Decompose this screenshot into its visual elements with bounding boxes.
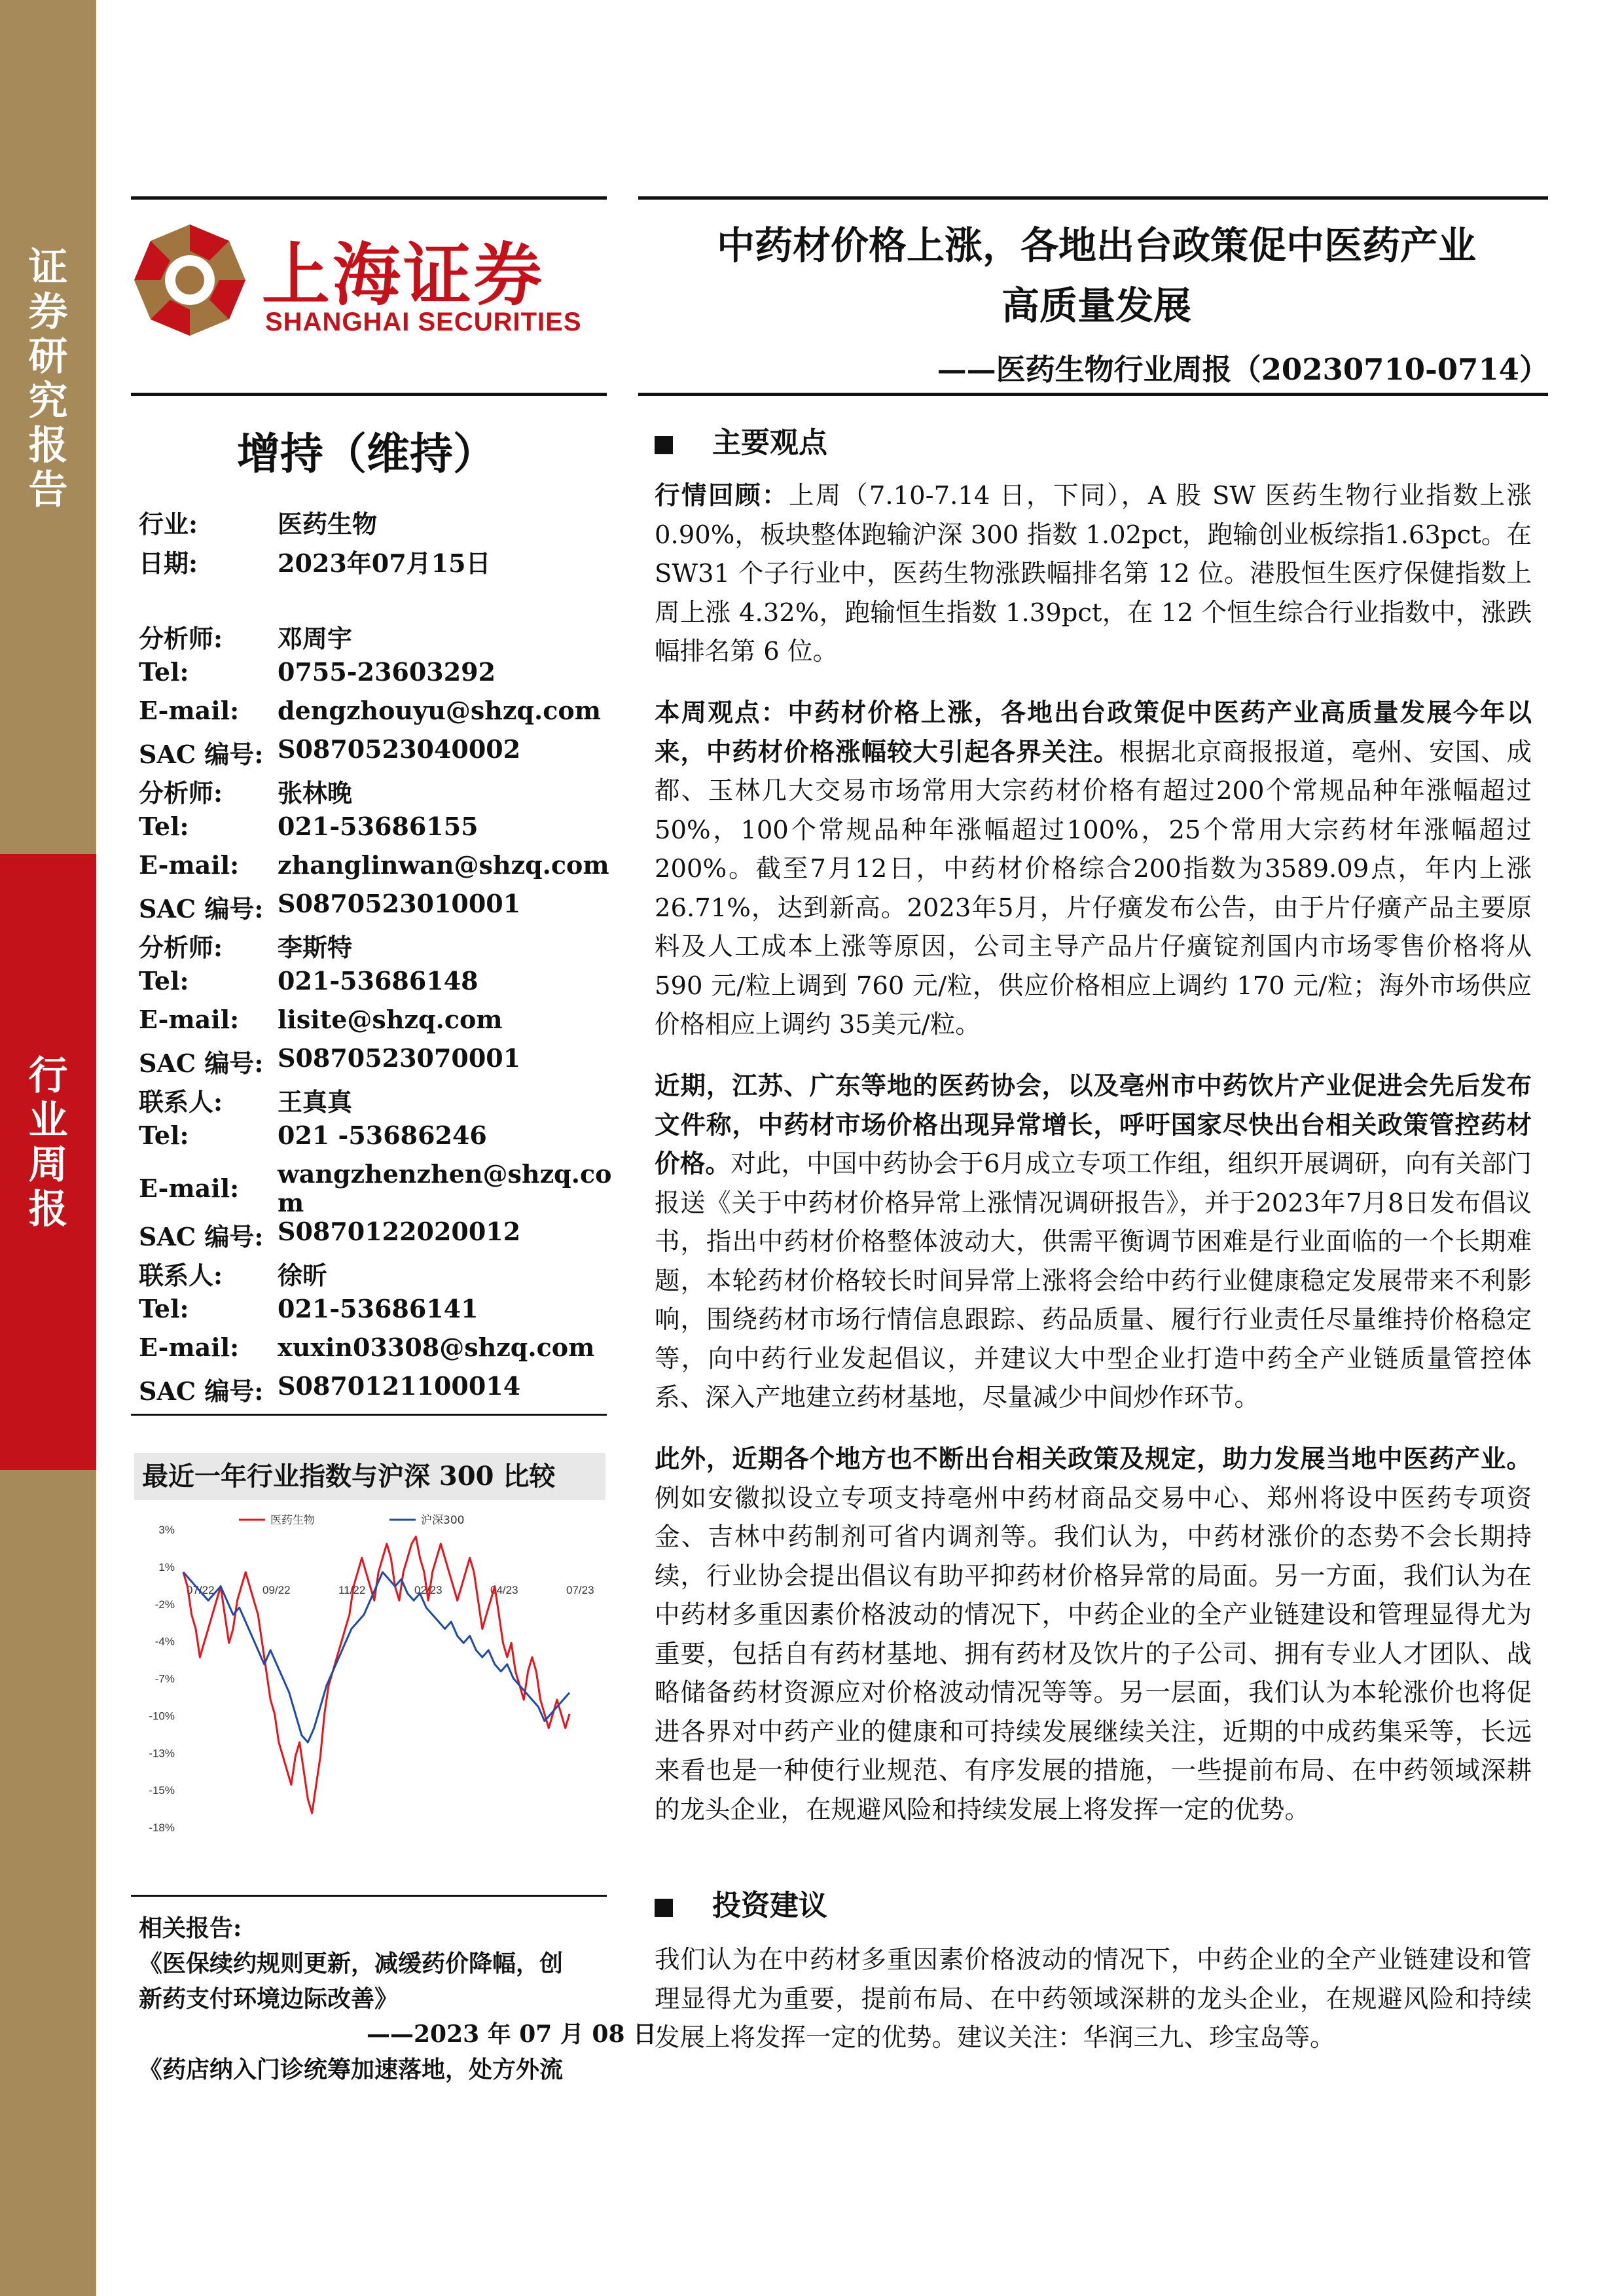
analyst-row-value[interactable]: xuxin03308@shzq.com: [278, 1333, 595, 1362]
section-bullet-icon: [655, 1899, 673, 1917]
x-tick-label: 02/23: [414, 1584, 442, 1596]
x-tick-label: 09/22: [262, 1584, 291, 1596]
x-tick-label: 07/22: [187, 1584, 215, 1596]
index-comparison-chart: [134, 1453, 605, 1859]
analyst-row-value: S0870523040002: [278, 734, 521, 764]
report-subtitle: ——医药生物行业周报（20230710-0714）: [937, 352, 1549, 387]
sidebar-top-label: 证 券 研 究 报 告: [28, 245, 68, 513]
analyst-row-key: Tel:: [139, 1121, 189, 1150]
analyst-row-key: 联系人:: [139, 1087, 223, 1117]
left-analyst-end-rule: [131, 1414, 607, 1416]
chart-title: 最近一年行业指数与沪深 300 比较: [134, 1453, 605, 1500]
analyst-row-value: 0755-23603292: [278, 657, 496, 687]
y-tick-label: -2%: [154, 1598, 175, 1611]
local-policy-paragraph: 此外，近期各个地方也不断出台相关政策及规定，助力发展当地中医药产业。例如安徽拟设立专项支持亳州中药材商品交易中心、郑州将设中医药专项资金、吉林中药制剂可省内调剂等。我们认为，中药材涨价的态势不会长期持续，行业协会提出倡议有助平抑药材价格异常的局面。另一方面，我们认为在中药材多重因素价格波动的情况下，中药企业的全产业链建设和管理显得尤为重要，包括自有药材基地、拥有药材及饮片的子公司、拥有专业人才团队、战略储备药材资源应对价格波动情况等等。另一层面，我们认为本轮涨价也将促进各界对中药产业的健康和可持续发展继续关注，近期的中成药集采等，长远来看也是一种使行业规范、有序发展的措施，一些提前布局、在中药领域深耕的龙头企业，在规避风险和持续发展上将发挥一定的优势。: [655, 1444, 1532, 1825]
left-chart-end-rule: [131, 1895, 607, 1897]
analyst-row-key: E-mail:: [139, 850, 240, 880]
brand-name-en: SHANGHAI SECURITIES: [265, 308, 582, 336]
analyst-row-key: SAC 编号:: [139, 1049, 264, 1078]
left-top-rule: [131, 196, 607, 200]
right-mid-rule: [638, 393, 1548, 396]
related-label: 相关报告:: [139, 1914, 242, 1942]
related-report-1-line2[interactable]: 新药支付环境边际改善》: [139, 1985, 399, 2013]
analyst-row-value: S0870122020012: [278, 1217, 521, 1246]
x-tick-label: 11/22: [338, 1584, 366, 1596]
x-tick-label: 07/23: [566, 1584, 594, 1596]
y-tick-label: -7%: [154, 1672, 175, 1685]
analyst-row-value: S0870523010001: [278, 889, 521, 918]
analyst-row-value[interactable]: zhanglinwan@shzq.com: [278, 850, 609, 880]
analyst-row-key: Tel:: [139, 812, 189, 841]
y-tick-label: -4%: [154, 1635, 175, 1648]
y-tick-label: -18%: [149, 1821, 175, 1834]
analyst-row-value: 李斯特: [278, 933, 353, 962]
analyst-row-key: Tel:: [139, 966, 189, 996]
analyst-row-key: SAC 编号:: [139, 740, 264, 769]
x-tick-label: 04/23: [490, 1584, 518, 1596]
analyst-row-value: 邓周宇: [278, 624, 353, 653]
left-mid-rule: [131, 393, 607, 396]
investment-paragraph: 我们认为在中药材多重因素价格波动的情况下，中药企业的全产业链建设和管理显得尤为重要，提前布局、在中药领域深耕的龙头企业，在规避风险和持续发展上将发挥一定的优势。建议关注：华润三九、珍宝岛等。: [655, 1945, 1532, 2053]
analyst-row-key: 分析师:: [139, 933, 223, 962]
y-tick-label: -10%: [149, 1710, 175, 1723]
y-tick-label: 3%: [158, 1524, 175, 1536]
report-title-line1: 中药材价格上涨，各地出台政策促中医药产业: [716, 223, 1476, 268]
y-tick-label: 1%: [158, 1560, 175, 1573]
analyst-row-key: SAC 编号:: [139, 1222, 264, 1251]
industry-value: 医药生物: [278, 509, 378, 539]
analyst-row-value: 徐昕: [278, 1261, 328, 1290]
analyst-row-value-wrap[interactable]: m: [278, 1188, 304, 1217]
market-review-paragraph: 行情回顾：上周（7.10-7.14 日，下同），A 股 SW 医药生物行业指数上涨 0.90%，板块整体跑输沪深 300 指数 1.02pct，跑输创业板综指1.63pct。在 SW31 个子行业中，医药生物涨跌幅排名第 12 位。港股恒生医疗保健指数上周上涨 4.32%，跑输恒生指数 1.39pct，在 12 个恒生综合行业指数中，涨跌幅排名第 6 位。: [655, 481, 1532, 666]
y-tick-label: -13%: [149, 1747, 175, 1760]
analyst-row-value: 021-53686148: [278, 966, 478, 996]
section-bullet-icon: [655, 436, 673, 454]
brand-name-cn: 上海证券: [262, 235, 545, 315]
date-value: 2023年07月15日: [278, 548, 491, 578]
analyst-row-key: 分析师:: [139, 778, 223, 808]
analyst-row-value: 张林晚: [278, 778, 353, 808]
sidebar-mid-label: 行 业 周 报: [28, 1053, 68, 1232]
analyst-row-value[interactable]: dengzhouyu@shzq.com: [278, 696, 601, 725]
report-title-line2: 高质量发展: [1001, 283, 1191, 328]
analyst-row-value: S0870523070001: [278, 1043, 521, 1073]
date-key: 日期:: [139, 548, 198, 578]
y-tick-label: -15%: [149, 1784, 175, 1797]
analyst-row-key: E-mail:: [139, 1174, 240, 1203]
analyst-row-key: Tel:: [139, 1294, 189, 1323]
investment-heading: 投资建议: [655, 1882, 827, 1924]
association-paragraph: 近期，江苏、广东等地的医药协会，以及亳州市中药饮片产业促进会先后发布文件称，中药材市场价格出现异常增长，呼吁国家尽快出台相关政策管控药材价格。对此，中国中药协会于6月成立专项工作组，组织开展调研，向有关部门报送《关于中药材价格异常上涨情况调研报告》，并于2023年7月8日发布倡议书，指出中药材价格整体波动大，供需平衡调节困难是行业面临的一个长期难题，本轮药材价格较长时间异常上涨将会给中药行业健康稳定发展带来不利影响，围绕药材市场行情信息跟踪、药品质量、履行行业责任尽量维持价格稳定等，向中药行业发起倡议，并建议大中型企业打造中药全产业链质量管控体系、深入产地建立药材基地，尽量减少中间炒作环节。: [655, 1071, 1532, 1412]
analyst-row-value[interactable]: lisite@shzq.com: [278, 1005, 503, 1034]
brand-emblem-icon: [131, 221, 249, 339]
related-report-2-line1[interactable]: 《药店纳入门诊统筹加速落地，处方外流: [139, 2056, 564, 2083]
analyst-row-value: S0870121100014: [278, 1371, 521, 1401]
brand-logo: [131, 216, 589, 347]
chart-plot: [134, 1500, 605, 1859]
analyst-row-key: SAC 编号:: [139, 894, 264, 924]
related-report-1-line1[interactable]: 《医保续约规则更新，减缓药价降幅，创: [139, 1950, 564, 1977]
analyst-row-key: 联系人:: [139, 1261, 223, 1290]
analyst-row-key: Tel:: [139, 657, 189, 687]
related-report-1-date: ——2023 年 07 月 08 日: [367, 2020, 657, 2048]
right-top-rule: [638, 196, 1548, 200]
analyst-row-value: 021-53686141: [278, 1294, 478, 1323]
legend-label: 沪深300: [421, 1514, 465, 1527]
main-points-heading: 主要观点: [655, 419, 827, 461]
analyst-row-key: E-mail:: [139, 1005, 240, 1034]
analyst-row-key: 分析师:: [139, 624, 223, 653]
analyst-row-value[interactable]: wangzhenzhen@shzq.co: [278, 1159, 612, 1189]
weekly-view-paragraph: 本周观点：中药材价格上涨，各地出台政策促中医药产业高质量发展今年以来，中药材价格涨幅较大引起各界关注。根据北京商报报道，亳州、安国、成都、玉林几大交易市场常用大宗药材价格有超过200个常规品种年涨幅超过50%，100个常规品种年涨幅超过100%，25个常用大宗药材年涨幅超过200%。截至7月12日，中药材价格综合200指数为3589.09点，年内上涨26.71%，达到新高。2023年5月，片仔癀发布公告，由于片仔癀产品主要原料及人工成本上涨等原因，公司主导产品片仔癀锭剂国内市场零售价格将从 590 元/粒上调到 760 元/粒，供应价格相应上调约 170 元/粒；海外市场供应价格相应上调约 35美元/粒。: [655, 698, 1532, 1039]
analyst-row-value: 021-53686155: [278, 812, 478, 841]
series-line-csi300: [183, 1572, 569, 1742]
industry-key: 行业:: [139, 509, 198, 539]
analyst-row-value: 021 -53686246: [278, 1121, 487, 1150]
sidebar: [0, 0, 96, 2296]
analyst-row-value: 王真真: [278, 1087, 353, 1117]
analyst-row-key: SAC 编号:: [139, 1376, 264, 1406]
legend-label: 医药生物: [270, 1514, 315, 1527]
rating: 增持（维持）: [237, 428, 496, 479]
analyst-row-key: E-mail:: [139, 1333, 240, 1362]
analyst-row-key: E-mail:: [139, 696, 240, 725]
